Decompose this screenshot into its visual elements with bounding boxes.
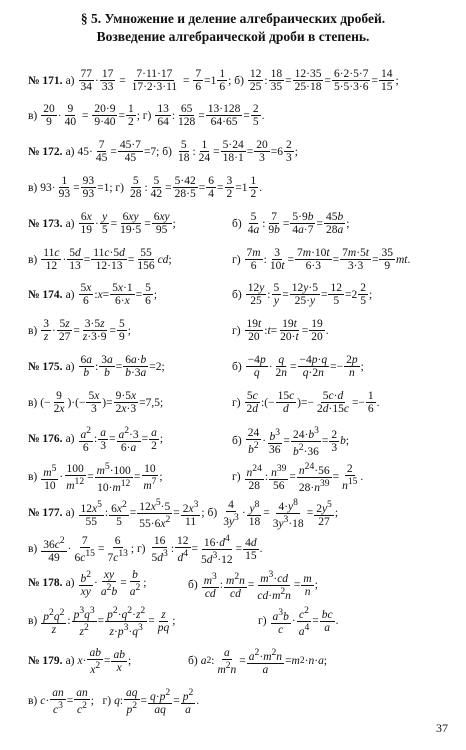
problem-174-g: г) $\frac{19t}{20}$ : t = $\frac{19t}{20\cdot t}$ = $\frac{19}{20}$ .	[232, 318, 329, 343]
problem-178-row2: в) $\frac{p^2q^2}{z}$ : $\frac{p^3q^3}{z^2}$ = $\frac{p^2\cdot q^2\cdot z^2}{z\cdot p^3\cdot q^3}$ = $\frac{z}{pq}$ ;	[28, 605, 176, 638]
problem-175-row2: в) (− $\frac{9}{2x}$ )·(− $\frac{5x}{3}$ )= $\frac{9\cdot 5x}{2x\cdot 3}$ =7,5;	[28, 390, 164, 415]
problem-number: № 174.	[28, 288, 63, 301]
problem-172-row2: в) 93· $\frac{1}{93}$ = $\frac{93}{93}$ =1; г) $\frac{5}{28}$ : $\frac{5}{42}$ = $\frac{5\cdot 42}{28\cdot 5}$ = $\frac{6}{4}$ = $\frac{3}{2}$ =1 $\frac{1}{2}$ .	[28, 175, 263, 200]
problem-number: № 177.	[28, 507, 63, 520]
problem-179-row1: № 179. а) x · $\frac{ab}{x^2}$ = $\frac{ab}{x}$ ;	[28, 647, 132, 676]
problem-173-g: г) $\frac{7m}{6}$ : $\frac{3}{10t}$ = $\frac{7m\cdot 10t}{6\cdot 3}$ = $\frac{7m\cdot 5t}{3\cdot 3}$ = $\frac{35}{9}$ mt .	[232, 247, 411, 272]
problem-176-g: г) $\frac{n^{24}}{28}$ : $\frac{n^{39}}{56}$ = $\frac{n^{24}\cdot 56}{28\cdot n^{39}}$ = $\frac{2}{n^{15}}$ .	[232, 461, 364, 494]
problem-171-row1: № 171. а) $\frac{77}{34}$ · $\frac{17}{33}$ = $\frac{7\cdot 11\cdot 17}{17\cdot 2\cdot 3\cdot 11}$ = $\frac{7}{6}$ =1 $\frac{1}{6}$ ; б) $\frac{12}{25}$ : $\frac{18}{35}$ = $\frac{12\cdot 35}{25\cdot 18}$ = $\frac{6\cdot 2\cdot 5\cdot 7}{5\cdot 5\cdot 3\cdot 6}$ = $\frac{14}{15}$ ;	[28, 68, 399, 93]
problem-number: № 178.	[28, 577, 63, 590]
problem-number: № 176.	[28, 433, 63, 446]
problem-176-row2: в) $\frac{m^5}{10}$ · $\frac{100}{m^{12}}$ = $\frac{m^5\cdot 100}{10\cdot m^{12}}$ = $\frac{10}{m^7}$ ;	[28, 461, 163, 494]
problem-178-g: г) $\frac{a^3b}{c}$ · $\frac{c^2}{a^4}$ = $\frac{bc}{a}$ .	[258, 605, 339, 638]
problem-175-g: г) $\frac{5c}{2d}$ :(− $\frac{15c}{d}$ )=− $\frac{5c\cdot d}{2d\cdot 15c}$ =− $\frac{1}{6}$ .	[232, 390, 380, 415]
problem-173-row1: № 173. а) $\frac{6x}{19}$ · $\frac{y}{5}$ = $\frac{6xy}{19\cdot 5}$ = $\frac{6xy}{95}$ ;	[28, 211, 176, 236]
problem-171-row2: в) $\frac{20}{9}$ · $\frac{9}{40}$ = $\frac{20\cdot 9}{9\cdot 40}$ = $\frac{1}{2}$ ; г) $\frac{13}{64}$ : $\frac{65}{128}$ = $\frac{13\cdot 128}{64\cdot 65}$ = $\frac{2}{5}$ .	[28, 103, 265, 128]
problem-173-b: б) $\frac{5}{4a}$ : $\frac{7}{9b}$ = $\frac{5\cdot 9b}{4a\cdot 7}$ = $\frac{45b}{28a}$ ;	[232, 211, 350, 236]
problem-174-b: б) $\frac{12y}{25}$ : $\frac{5}{y}$ = $\frac{12y\cdot 5}{25\cdot y}$ = $\frac{12}{5}$ =2 $\frac{2}{5}$ ;	[232, 282, 373, 307]
section-title-line1: § 5. Умножение и деление алгебраических дробей.	[80, 11, 386, 26]
problem-number: № 175.	[28, 360, 63, 373]
page-number: 37	[436, 721, 448, 735]
problem-178-row1: № 178. а) $\frac{b^2}{xy}$ · $\frac{xy}{a^2b}$ = $\frac{b}{a^2}$ ;	[28, 569, 147, 598]
problem-174-row1: № 174. а) $\frac{5x}{6}$ : x = $\frac{5x\cdot 1}{6\cdot x}$ = $\frac{5}{6}$ ;	[28, 282, 158, 307]
problem-176-row1: № 176. а) $\frac{a^2}{6}$ : $\frac{a}{3}$ = $\frac{a^2\cdot 3}{6\cdot a}$ = $\frac{a}{2}$ ;	[28, 425, 164, 454]
problem-179-b: б) a 2 : $\frac{a}{m^2n}$ = $\frac{a^2\cdot m^2n}{a}$ = m 2 · n · a ;	[188, 647, 328, 676]
problem-177-row1: № 177. а) $\frac{12x^5}{55}$ : $\frac{6x^2}{5}$ = $\frac{12x^5\cdot 5}{55\cdot 6x^2}$ = $\frac{2x^3}{11}$ ; б) $\frac{4}{3y^3}$ · $\frac{y^8}{18}$ = $\frac{4\cdot y^8}{3y^3\cdot 18}$ = $\frac{2y^5}{27}$ ;	[28, 497, 339, 530]
problem-172-row1: № 172. а) 45· $\frac{7}{45}$ = $\frac{45\cdot 7}{45}$ =7; б) $\frac{5}{18}$ : $\frac{1}{24}$ = $\frac{5\cdot 24}{18\cdot 1}$ = $\frac{20}{3}$ =6 $\frac{2}{3}$ ;	[28, 139, 298, 164]
problem-175-row1: № 175. а) $\frac{6a}{b}$ : $\frac{3a}{b}$ = $\frac{6a\cdot b}{b\cdot 3a}$ =2;	[28, 354, 165, 379]
problem-179-row2: в) c · $\frac{an}{c^3}$ = $\frac{an}{c^2}$ ; г) q : $\frac{aq}{p^2}$ = $\frac{q\cdot p^2}{aq}$ = $\frac{p^2}{a}$ .	[28, 687, 200, 716]
problem-173-row2: в) $\frac{11c}{12}$ · $\frac{5d}{13}$ = $\frac{11c\cdot 5d}{12\cdot 13}$ = $\frac{55}{156}$ cd ;	[28, 247, 172, 272]
problem-175-b: б) $\frac{-4p}{q}$ · $\frac{q}{2n}$ = $\frac{-4p\cdot q}{q\cdot 2n}$ =− $\frac{2p}{n}$ ;	[232, 354, 364, 379]
problem-178-b: б) $\frac{m^3}{cd}$ : $\frac{m^2n}{cd}$ = $\frac{m^3\cdot cd}{cd\cdot m^2n}$ = $\frac{m}{n}$ ;	[188, 569, 318, 602]
problem-176-b: б) $\frac{24}{b^2}$ · $\frac{b^3}{36}$ = $\frac{24\cdot b^3}{b^2\cdot 36}$ = $\frac{2}{3}$ b ;	[232, 425, 350, 458]
problem-number: № 171.	[28, 74, 63, 87]
problem-174-row2: в) $\frac{3}{z}$ · $\frac{5z}{27}$ = $\frac{3\cdot 5z}{z\cdot 3\cdot 9}$ = $\frac{5}{9}$ ;	[28, 318, 131, 343]
problem-number: № 172.	[28, 145, 63, 158]
section-title-line2: Возведение алгебраической дроби в степень.	[96, 29, 370, 44]
problem-177-row2: в) $\frac{36c^2}{49}$ · $\frac{7}{6c^{15}}$ = $\frac{6}{7c^{13}}$ ; г) $\frac{16}{5d^3}$ : $\frac{12}{d^4}$ = $\frac{16\cdot d^4}{5d^3\cdot 12}$ = $\frac{4d}{15}$ .	[28, 533, 263, 566]
problem-number: № 173.	[28, 217, 63, 230]
problem-number: № 179.	[28, 655, 63, 668]
